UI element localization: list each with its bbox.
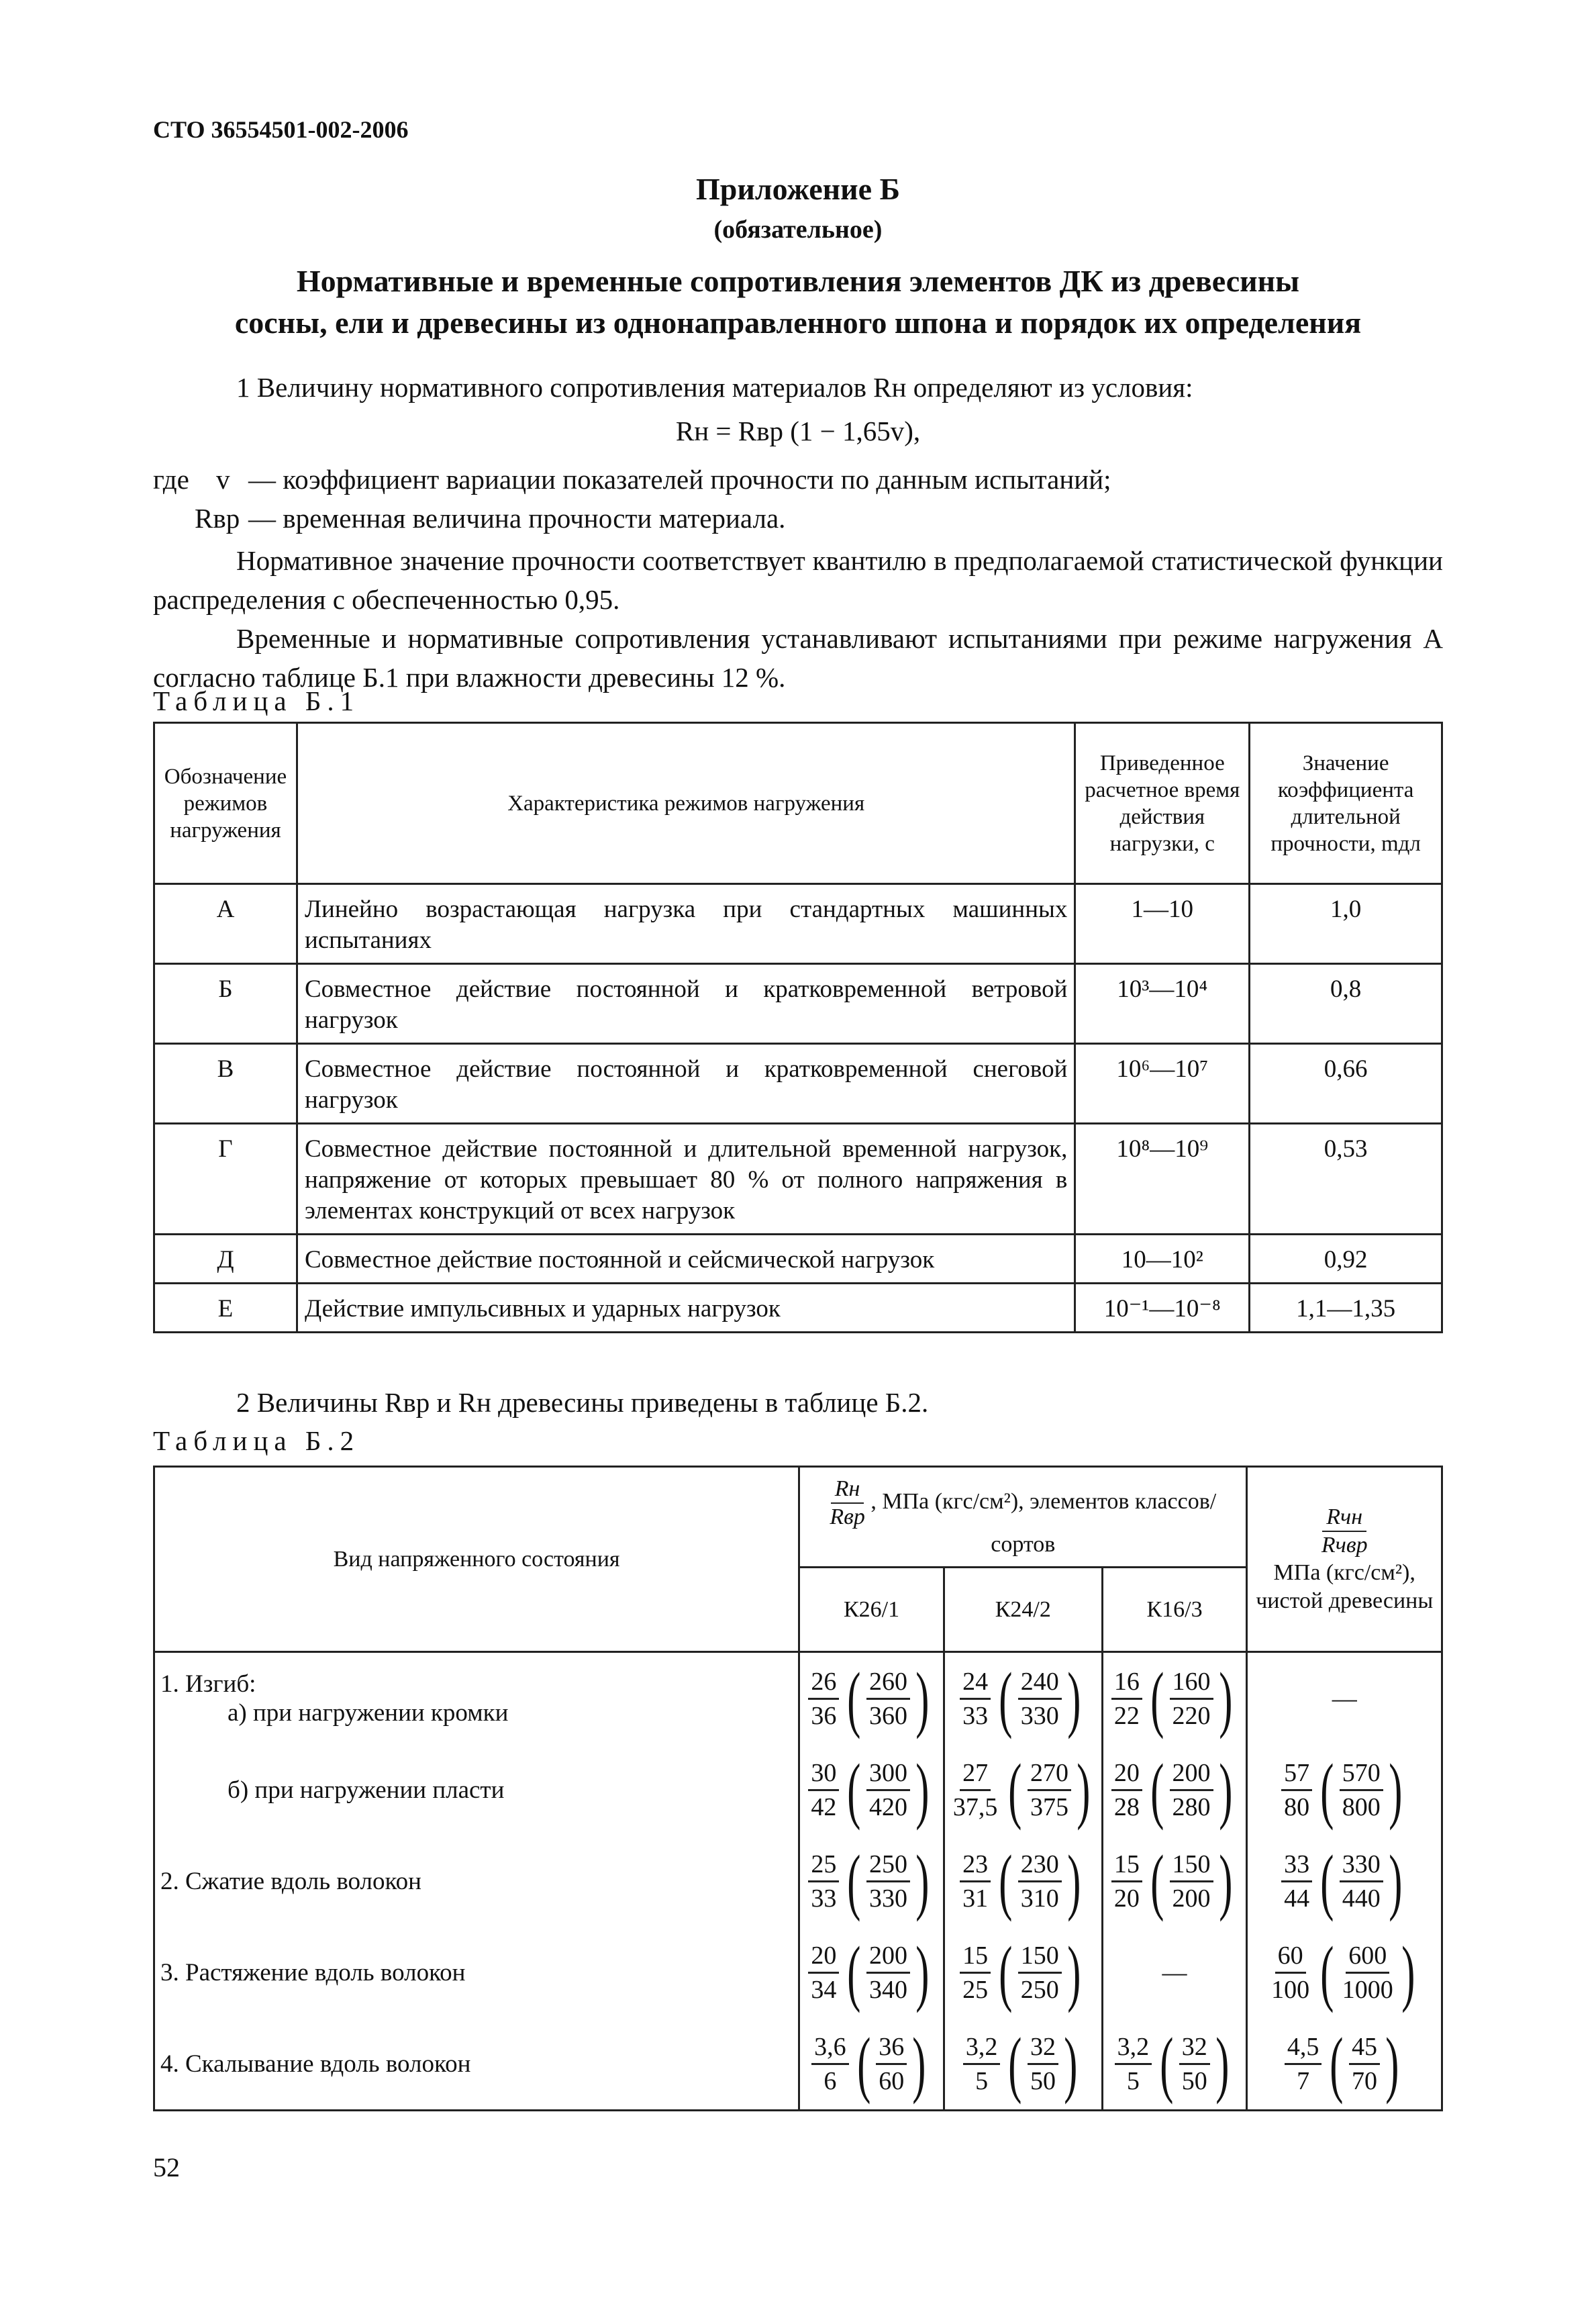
table1-cell-time: 10⁶—10⁷	[1075, 1044, 1250, 1124]
table2-class-2: К24/2	[944, 1568, 1102, 1652]
value-fraction	[1285, 2031, 1322, 2097]
table2-cell-value	[1102, 1927, 1247, 2018]
header-group-fraction	[830, 1476, 865, 1531]
table1-row	[154, 1284, 1442, 1333]
fraction-den: 7	[1297, 2066, 1310, 2095]
table1-row	[154, 1235, 1442, 1284]
table1-row	[154, 964, 1442, 1044]
right-paren: )	[915, 1931, 930, 2013]
paren-den: 60	[879, 2066, 905, 2095]
fraction-num: 16	[1111, 1666, 1142, 1700]
left-paren: (	[999, 1840, 1013, 1922]
paren-fraction	[1340, 1757, 1383, 1823]
paren-group	[1154, 2023, 1234, 2105]
table-b1	[153, 722, 1443, 1333]
table2-cell-value	[1102, 2018, 1247, 2111]
fraction-den: 36	[811, 1701, 837, 1730]
paren-group	[842, 1840, 934, 1922]
table1-cell-coef: 0,53	[1250, 1124, 1442, 1235]
left-paren: (	[847, 1658, 861, 1739]
table1-cell-mode: В	[154, 1044, 297, 1124]
paren-num: 330	[1340, 1848, 1383, 1882]
value-fraction-group	[808, 1749, 934, 1831]
fraction-den: 20	[1113, 1884, 1140, 1913]
value-fraction	[808, 1666, 839, 1732]
row-sublabel: б) при нагружении пласти	[228, 1776, 505, 1804]
value-fraction	[808, 1848, 839, 1915]
value-fraction-group	[950, 1749, 1096, 1831]
right-paren: )	[1067, 1658, 1081, 1739]
table2-cell-value	[1102, 1652, 1247, 1745]
value-fraction	[1281, 1757, 1312, 1823]
right-paren: )	[1388, 1840, 1403, 1922]
fraction-num: 25	[808, 1848, 839, 1882]
left-paren: (	[1150, 1749, 1164, 1831]
paren-num: 300	[866, 1757, 910, 1791]
table2-cell-value	[1247, 1652, 1442, 1745]
right-paren: )	[1218, 1658, 1232, 1739]
fraction-num: 33	[1281, 1848, 1312, 1882]
right-paren: )	[1388, 1749, 1403, 1831]
paren-fraction	[866, 1848, 910, 1915]
table1-cell-time: 10³—10⁴	[1075, 964, 1250, 1044]
table1-cell-time: 10—10²	[1075, 1235, 1250, 1284]
fraction-num: 4,5	[1285, 2031, 1322, 2065]
paren-num: 270	[1028, 1757, 1071, 1791]
paren-num: 45	[1349, 2031, 1380, 2065]
table1-cell-coef: 0,66	[1250, 1044, 1442, 1124]
left-paren: (	[1160, 2023, 1174, 2105]
header-clear-num: Rчн	[1322, 1504, 1366, 1532]
paren-num: 32	[1179, 2031, 1210, 2065]
paren-num: 240	[1018, 1666, 1062, 1700]
left-paren: (	[856, 2023, 871, 2105]
definition-text-rvr: — временная величина прочности материала.	[248, 503, 786, 534]
table2-header-group	[799, 1467, 1247, 1568]
paren-fraction	[866, 1939, 910, 2006]
table2-cell-value	[1247, 1744, 1442, 1835]
paren-group	[852, 2023, 932, 2105]
table1-header-time: Приведенное расчетное время действия нагрузки, с	[1075, 723, 1250, 884]
value-fraction-group	[960, 1658, 1086, 1739]
paren-fraction	[876, 2031, 907, 2097]
formula: Rн = Rвр (1 − 1,65v),	[675, 416, 921, 446]
table1-cell-time: 10⁸—10⁹	[1075, 1124, 1250, 1235]
table1-cell-mode: Б	[154, 964, 297, 1044]
value-fraction	[960, 1939, 991, 2006]
paren-group	[1145, 1658, 1238, 1739]
paren-den: 1000	[1342, 1975, 1393, 2004]
paren-num: 230	[1018, 1848, 1062, 1882]
fraction-den: 44	[1284, 1884, 1310, 1913]
paren-den: 250	[1020, 1975, 1059, 2004]
appendix-title: Приложение Б	[695, 172, 901, 206]
paren-group	[993, 1931, 1086, 2013]
value-fraction-group	[1115, 2023, 1235, 2105]
fraction-den: 37,5	[952, 1792, 998, 1821]
fraction-num: 3,2	[963, 2031, 1001, 2065]
paren-num: 200	[866, 1939, 910, 1974]
table2-class-1: К26/1	[799, 1568, 944, 1652]
fraction-num: 26	[808, 1666, 839, 1700]
left-paren: (	[999, 1931, 1013, 2013]
paren-den: 220	[1172, 1701, 1211, 1730]
table2-row	[154, 1927, 1442, 2018]
paren-fraction	[866, 1757, 910, 1823]
fraction-num: 20	[808, 1939, 839, 1974]
paren-num: 250	[866, 1848, 910, 1882]
paren-num: 200	[1170, 1757, 1213, 1791]
paren-group	[1145, 1749, 1238, 1831]
paren-group	[1315, 1931, 1420, 2013]
value-fraction	[811, 2031, 849, 2097]
fraction-den: 5	[1126, 2066, 1140, 2095]
right-paren: )	[1067, 1840, 1081, 1922]
paren-den: 440	[1342, 1884, 1381, 1913]
table2-row	[154, 2018, 1442, 2111]
fraction-den: 25	[962, 1975, 989, 2004]
paren-num: 160	[1170, 1666, 1213, 1700]
paren-den: 375	[1030, 1792, 1069, 1821]
table2-cell-value	[1102, 1835, 1247, 1927]
value-fraction	[960, 1666, 991, 1732]
table1-cell-desc: Действие импульсивных и ударных нагрузок	[297, 1284, 1075, 1333]
paren-num: 150	[1170, 1848, 1213, 1882]
right-paren: )	[1218, 1840, 1232, 1922]
page-number: 52	[153, 2152, 180, 2183]
value-fraction-group	[1285, 2023, 1405, 2105]
left-paren: (	[847, 1749, 861, 1831]
fraction-den: 31	[962, 1884, 989, 1913]
value-fraction-group	[1281, 1749, 1407, 1831]
table2-cell-label	[154, 1652, 799, 1745]
fraction-num: 15	[1111, 1848, 1142, 1882]
fraction-num: 3,2	[1115, 2031, 1152, 2065]
value-fraction-group	[1111, 1840, 1238, 1922]
right-paren: )	[912, 2023, 926, 2105]
header-group-text: , МПа (кгс/см²), элементов классов/сортов	[870, 1488, 1217, 1557]
paren-group	[1324, 2023, 1404, 2105]
table1-cell-time: 10⁻¹—10⁻⁸	[1075, 1284, 1250, 1333]
value-fraction-group	[1281, 1840, 1407, 1922]
value-fraction-group	[960, 1840, 1086, 1922]
left-paren: (	[847, 1840, 861, 1922]
paren-fraction	[1170, 1848, 1213, 1915]
value-fraction-group	[960, 1931, 1086, 2013]
row-label: 4. Скалывание вдоль волокон	[160, 2050, 471, 2078]
paren-fraction	[1018, 1939, 1062, 2006]
table1-cell-coef: 0,92	[1250, 1235, 1442, 1284]
fraction-num: 20	[1111, 1757, 1142, 1791]
table2-class-3: К16/3	[1102, 1568, 1247, 1652]
fraction-num: 15	[960, 1939, 991, 1974]
table1-row	[154, 884, 1442, 964]
value-fraction	[1281, 1848, 1312, 1915]
fraction-den: 22	[1113, 1701, 1140, 1730]
paren-group	[842, 1931, 934, 2013]
table2-row	[154, 1744, 1442, 1835]
table1-cell-desc: Совместное действие постоянной и длительной временной нагрузок, напряжение от которых превышает 80 % от полного напряжения в элементах конструкций от всех нагрузок	[297, 1124, 1075, 1235]
fraction-den: 42	[811, 1792, 837, 1821]
table1-cell-mode: Е	[154, 1284, 297, 1333]
right-paren: )	[1067, 1931, 1081, 2013]
value-fraction-group	[808, 1931, 934, 2013]
fraction-den: 80	[1284, 1792, 1310, 1821]
header-clear-text: МПа (кгс/см²), чистой древесины	[1256, 1560, 1434, 1613]
paren-den: 200	[1172, 1884, 1211, 1913]
definition-symbol-rvr: Rвр	[195, 503, 240, 534]
table1-header-coef: Значение коэффициента длительной прочности, mдл	[1250, 723, 1442, 884]
paren-den: 280	[1172, 1792, 1211, 1821]
paren-num: 36	[876, 2031, 907, 2065]
table2-cell-label	[154, 1744, 799, 1835]
paren-fraction	[1170, 1666, 1213, 1732]
table2-cell-value	[799, 1835, 944, 1927]
table2-cell-value	[799, 1927, 944, 2018]
fraction-num: 3,6	[811, 2031, 849, 2065]
header-group-den: Rвр	[830, 1504, 865, 1529]
table1-cell-mode: Д	[154, 1235, 297, 1284]
paren-den: 330	[1020, 1701, 1059, 1730]
table2-header-state: Вид напряженного состояния	[154, 1467, 799, 1652]
table2-cell-value	[1102, 1744, 1247, 1835]
right-paren: )	[1064, 2023, 1078, 2105]
paren-fraction	[1170, 1757, 1213, 1823]
fraction-num: 24	[960, 1666, 991, 1700]
right-paren: )	[1218, 1749, 1232, 1831]
value-fraction-group	[963, 2023, 1083, 2105]
paren-group	[1315, 1749, 1407, 1831]
left-paren: (	[1320, 1840, 1334, 1922]
fraction-den: 34	[811, 1975, 837, 2004]
right-paren: )	[915, 1749, 930, 1831]
table2-cell-label	[154, 2018, 799, 2111]
table2-row	[154, 1652, 1442, 1745]
table1-cell-mode: Г	[154, 1124, 297, 1235]
paren-fraction	[1018, 1666, 1062, 1732]
table2-cell-value	[944, 2018, 1102, 2111]
paragraph-3: Временные и нормативные сопротивления устанавливают испытаниями при режиме нагружения А согласно таблице Б.1 при влажности древесины 12 %.	[153, 623, 1443, 693]
left-paren: (	[847, 1931, 861, 2013]
left-paren: (	[1320, 1931, 1334, 2013]
header-group-num: Rн	[831, 1476, 864, 1504]
heading-line-1: Нормативные и временные сопротивления элементов ДК из древесины	[296, 264, 1300, 298]
row-sublabel: а) при нагружении кромки	[228, 1699, 509, 1727]
value-fraction	[1111, 1757, 1142, 1823]
left-paren: (	[1008, 2023, 1022, 2105]
row-label: 2. Сжатие вдоль волокон	[160, 1867, 421, 1895]
table2-cell-value	[1247, 1927, 1442, 2018]
table1-cell-coef: 1,0	[1250, 884, 1442, 964]
paren-den: 70	[1351, 2066, 1377, 2095]
table1-cell-desc: Линейно возрастающая нагрузка при стандартных машинных испытаниях	[297, 884, 1075, 964]
definition-symbol-v: v	[216, 464, 230, 495]
header-clear-den: Rчвр	[1321, 1532, 1368, 1557]
table1-cell-time: 1—10	[1075, 884, 1250, 964]
definition-text-v: — коэффициент вариации показателей прочности по данным испытаний;	[248, 464, 1111, 495]
fraction-den: 33	[962, 1701, 989, 1730]
value-fraction	[1111, 1848, 1142, 1915]
table2-cell-value	[944, 1744, 1102, 1835]
table1-row	[154, 1124, 1442, 1235]
appendix-subtitle: (обязательное)	[713, 215, 883, 244]
paren-group	[993, 1840, 1086, 1922]
paren-fraction	[1340, 1848, 1383, 1915]
table1-cell-mode: А	[154, 884, 297, 964]
paren-fraction	[1340, 1939, 1396, 2006]
right-paren: )	[1215, 2023, 1230, 2105]
table2-cell-value	[944, 1835, 1102, 1927]
value-fraction	[808, 1939, 839, 2006]
value-fraction	[1268, 1939, 1312, 2006]
table1-cell-coef: 1,1—1,35	[1250, 1284, 1442, 1333]
table-b2	[153, 1466, 1443, 2111]
paren-group	[842, 1749, 934, 1831]
value-fraction	[960, 1848, 991, 1915]
fraction-num: 57	[1281, 1757, 1312, 1791]
paren-num: 600	[1346, 1939, 1389, 1974]
document-code: СТО 36554501-002-2006	[153, 116, 409, 143]
table2-cell-value	[1247, 1835, 1442, 1927]
paren-den: 50	[1181, 2066, 1207, 2095]
paragraph-1: 1 Величину нормативного сопротивления материалов Rн определяют из условия:	[236, 372, 1193, 403]
value-dash: —	[1332, 1684, 1357, 1713]
table1-cell-desc: Совместное действие постоянной и кратковременной снеговой нагрузок	[297, 1044, 1075, 1124]
table1-row	[154, 1044, 1442, 1124]
paren-num: 150	[1018, 1939, 1062, 1974]
table1-cell-coef: 0,8	[1250, 964, 1442, 1044]
header-clear-fraction	[1321, 1504, 1368, 1559]
table2-cell-label	[154, 1927, 799, 2018]
paragraph-2: Нормативное значение прочности соответствует квантилю в предполагаемой статистической функции распределения с обеспеченностью 0,95.	[153, 545, 1443, 615]
table1-header-desc: Характеристика режимов нагружения	[297, 723, 1075, 884]
paren-den: 800	[1342, 1792, 1381, 1821]
value-dash: —	[1162, 1958, 1187, 1986]
fraction-den: 100	[1271, 1975, 1310, 2004]
left-paren: (	[1008, 1749, 1022, 1831]
value-fraction-group	[808, 1658, 934, 1739]
table2-cell-value	[799, 1652, 944, 1745]
paren-group	[1145, 1840, 1238, 1922]
paren-group	[1003, 1749, 1095, 1831]
left-paren: (	[1330, 2023, 1344, 2105]
table2-cell-value	[1247, 2018, 1442, 2111]
heading-line-2: сосны, ели и древесины из однонаправленного шпона и порядок их определения	[234, 305, 1362, 340]
fraction-num: 27	[960, 1757, 991, 1791]
left-paren: (	[1150, 1840, 1164, 1922]
paren-num: 570	[1340, 1757, 1383, 1791]
table1-header-mode: Обозначение режимов нагружения	[154, 723, 297, 884]
value-fraction	[808, 1757, 839, 1823]
fraction-den: 5	[975, 2066, 989, 2095]
left-paren: (	[999, 1658, 1013, 1739]
table1-caption: Таблица Б.1	[153, 685, 360, 716]
paren-num: 260	[866, 1666, 910, 1700]
right-paren: )	[1401, 1931, 1415, 2013]
fraction-den: 28	[1113, 1792, 1140, 1821]
table1-cell-desc: Совместное действие постоянной и кратковременной ветровой нагрузок	[297, 964, 1075, 1044]
paren-fraction	[1179, 2031, 1210, 2097]
fraction-den: 6	[824, 2066, 837, 2095]
paren-group	[1003, 2023, 1083, 2105]
value-fraction	[1115, 2031, 1152, 2097]
paren-den: 330	[869, 1884, 908, 1913]
appendix-heading	[153, 260, 1443, 344]
fraction-den: 33	[811, 1884, 837, 1913]
paren-fraction	[1028, 2031, 1058, 2097]
paragraph-4: 2 Величины Rвр и Rн древесины приведены в таблице Б.2.	[236, 1387, 929, 1418]
paren-den: 340	[869, 1975, 908, 2004]
paren-den: 310	[1020, 1884, 1059, 1913]
fraction-num: 30	[808, 1757, 839, 1791]
row-label: 1. Изгиб:	[160, 1670, 256, 1698]
paren-fraction	[1349, 2031, 1380, 2097]
paren-den: 50	[1030, 2066, 1056, 2095]
definition-where: где	[153, 464, 189, 495]
table1-cell-desc: Совместное действие постоянной и сейсмической нагрузок	[297, 1235, 1075, 1284]
paren-group	[842, 1658, 934, 1739]
right-paren: )	[1077, 1749, 1091, 1831]
paren-group	[993, 1658, 1086, 1739]
table2-header-clear	[1247, 1467, 1442, 1652]
value-fraction	[963, 2031, 1001, 2097]
table2-cell-value	[944, 1652, 1102, 1745]
table2-row	[154, 1835, 1442, 1927]
left-paren: (	[1150, 1658, 1164, 1739]
paren-fraction	[1018, 1848, 1062, 1915]
paren-den: 420	[869, 1792, 908, 1821]
value-fraction	[950, 1757, 1001, 1823]
fraction-num: 23	[960, 1848, 991, 1882]
table2-cell-label	[154, 1835, 799, 1927]
right-paren: )	[915, 1840, 930, 1922]
value-fraction-group	[808, 1840, 934, 1922]
table2-cell-value	[799, 1744, 944, 1835]
table2-caption: Таблица Б.2	[153, 1425, 360, 1456]
table2-cell-value	[799, 2018, 944, 2111]
value-fraction-group	[1268, 1931, 1420, 2013]
value-fraction-group	[811, 2023, 932, 2105]
value-fraction	[1111, 1666, 1142, 1732]
left-paren: (	[1320, 1749, 1334, 1831]
fraction-num: 60	[1275, 1939, 1306, 1974]
paren-den: 360	[869, 1701, 908, 1730]
value-fraction-group	[1111, 1749, 1238, 1831]
value-fraction-group	[1111, 1658, 1238, 1739]
paren-num: 32	[1028, 2031, 1058, 2065]
right-paren: )	[1385, 2023, 1399, 2105]
row-label: 3. Растяжение вдоль волокон	[160, 1958, 466, 1986]
paren-fraction	[1028, 1757, 1071, 1823]
paren-group	[1315, 1840, 1407, 1922]
paren-fraction	[866, 1666, 910, 1732]
right-paren: )	[915, 1658, 930, 1739]
table2-cell-value	[944, 1927, 1102, 2018]
